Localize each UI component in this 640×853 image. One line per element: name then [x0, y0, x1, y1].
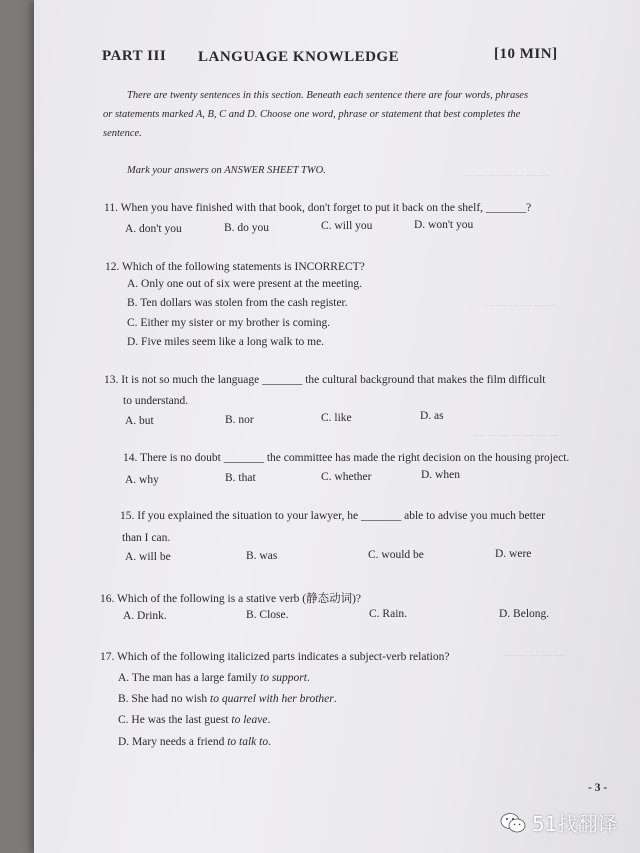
option-d — [118, 736, 271, 748]
watermark — [500, 808, 617, 837]
option-b: B. was — [246, 550, 278, 562]
page-number: - 3 - — [588, 782, 608, 794]
option-b — [118, 693, 337, 705]
option-d: D. when — [421, 469, 460, 481]
question-stem: 14. There is no doubt _______ the committee has made the right decision on the housing project. — [123, 452, 570, 464]
option-punct: . — [333, 693, 337, 705]
italic-part: to leave — [231, 714, 268, 726]
option-a: A. Only one out of six were present at the meeting. — [127, 278, 363, 290]
option-punct: . — [268, 736, 271, 748]
instructions-line: There are twenty sentences in this section. Beneath each sentence there are four words, phrases — [127, 90, 529, 101]
option-text: B. She had no wish — [118, 693, 210, 705]
option-d: D. Belong. — [499, 608, 550, 620]
option-d: D. Five miles seem like a long walk to me. — [127, 336, 325, 348]
option-b: B. that — [225, 472, 256, 484]
option-b: B. Close. — [246, 609, 289, 621]
exam-page — [34, 0, 640, 853]
option-c: C. like — [321, 412, 352, 424]
italic-part: to quarrel with her brother — [210, 693, 334, 705]
question-stem: 13. It is not so much the language _______ the cultural background that makes the film difficult — [104, 374, 546, 386]
option-text: D. Mary needs a friend — [118, 736, 228, 748]
section-title: LANGUAGE KNOWLEDGE — [198, 49, 400, 65]
bleed-through-text: — — — — — — — [484, 300, 557, 311]
question-stem: 12. Which of the following statements is INCORRECT? — [105, 261, 365, 273]
option-a: A. will be — [125, 551, 171, 563]
watermark-text: 51找翻译 — [532, 812, 618, 836]
option-c: C. will you — [321, 220, 373, 232]
option-punct: . — [267, 714, 271, 726]
question-stem: 11. When you have finished with that book, don't forget to put it back on the shelf, _______? — [104, 202, 532, 214]
option-c: C. would be — [368, 549, 424, 561]
option-text: C. He was the last guest — [118, 714, 232, 726]
option-c: C. Either my sister or my brother is coming. — [127, 317, 331, 329]
option-c: C. Rain. — [369, 608, 408, 620]
time-limit: [10 MIN] — [494, 46, 558, 62]
option-b: B. Ten dollars was stolen from the cash register. — [127, 297, 348, 309]
option-a: A. but — [125, 415, 154, 427]
option-c — [118, 714, 270, 726]
answer-sheet-note: Mark your answers on ANSWER SHEET TWO. — [127, 165, 326, 176]
instructions-line: or statements marked A, B, C and D. Choose one word, phrase or statement that best completes the — [103, 109, 521, 120]
italic-part: to support — [260, 672, 307, 684]
question-stem-cont: to understand. — [123, 395, 189, 407]
option-d: D. as — [420, 410, 444, 422]
question-stem: 15. If you explained the situation to your lawyer, he _______ able to advise you much better — [120, 510, 545, 522]
option-a: A. don't you — [125, 223, 182, 235]
option-c: C. whether — [321, 471, 372, 483]
bleed-through-text: — — — — — — [504, 650, 564, 661]
option-d: D. won't you — [414, 219, 474, 231]
question-stem: 16. Which of the following is a stative verb (静态动词)? — [100, 593, 362, 605]
instructions-line: sentence. — [103, 128, 142, 139]
option-text: A. The man has a large family — [118, 672, 261, 684]
option-d: D. were — [495, 548, 532, 560]
part-label: PART III — [102, 48, 167, 64]
option-b: B. nor — [225, 414, 254, 426]
option-punct: . — [306, 672, 310, 684]
bleed-through-text: — — — — — — — — [474, 430, 559, 441]
option-a: A. Drink. — [123, 610, 167, 622]
italic-part: to talk to — [227, 736, 269, 748]
option-b: B. do you — [224, 222, 270, 234]
bleed-through-text: — — — — — — — — [464, 170, 549, 181]
question-stem: 17. Which of the following italicized parts indicates a subject-verb relation? — [100, 651, 450, 663]
option-a — [118, 672, 310, 684]
option-a: A. why — [125, 474, 159, 486]
wechat-icon — [500, 812, 526, 834]
question-stem-cont: than I can. — [122, 532, 171, 544]
